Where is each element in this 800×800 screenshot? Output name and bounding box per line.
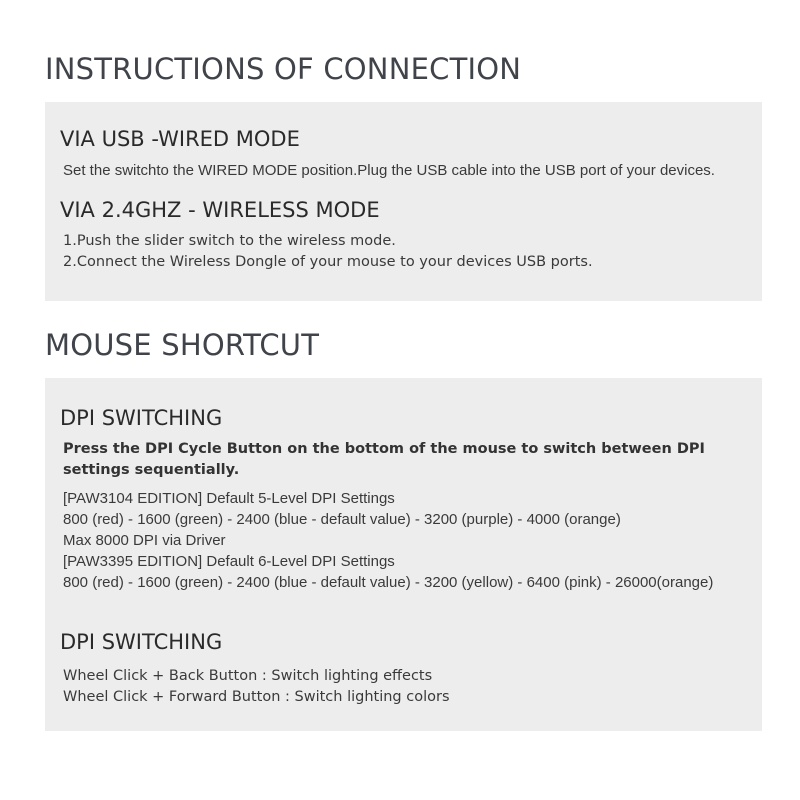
lighting-colors-shortcut: Wheel Click + Forward Button : Switch lighting colors — [63, 689, 450, 705]
section-title-connection: INSTRUCTIONS OF CONNECTION — [45, 52, 522, 86]
dpi-switching-heading: DPI SWITCHING — [60, 406, 223, 430]
paw3104-levels: 800 (red) - 1600 (green) - 2400 (blue - default value) - 3200 (purple) - 4000 (orange) — [63, 511, 621, 528]
lighting-heading: DPI SWITCHING — [60, 630, 223, 654]
dpi-intro-text: Press the DPI Cycle Button on the bottom of the mouse to switch between DPI settings sequentially. — [63, 441, 705, 478]
lighting-effects-shortcut: Wheel Click + Back Button : Switch lighting effects — [63, 668, 433, 684]
paw3104-title: [PAW3104 EDITION] Default 5-Level DPI Settings — [63, 490, 395, 507]
shortcut-panel — [45, 378, 762, 731]
wireless-step-1: 1.Push the slider switch to the wireless mode. — [63, 233, 396, 249]
wireless-mode-heading: VIA 2.4GHZ - WIRELESS MODE — [60, 198, 380, 222]
wireless-step-2: 2.Connect the Wireless Dongle of your mouse to your devices USB ports. — [63, 254, 593, 270]
paw3395-title: [PAW3395 EDITION] Default 6-Level DPI Settings — [63, 553, 395, 570]
connection-panel — [45, 102, 762, 301]
paw3395-levels: 800 (red) - 1600 (green) - 2400 (blue - default value) - 3200 (yellow) - 6400 (pink) - 26000(orange) — [63, 574, 714, 591]
paw3104-max: Max 8000 DPI via Driver — [63, 532, 226, 549]
wired-mode-text: Set the switchto the WIRED MODE position.Plug the USB cable into the USB port of your devices. — [63, 162, 715, 179]
wired-mode-heading: VIA USB -WIRED MODE — [60, 127, 300, 151]
section-title-shortcut: MOUSE SHORTCUT — [45, 328, 320, 362]
